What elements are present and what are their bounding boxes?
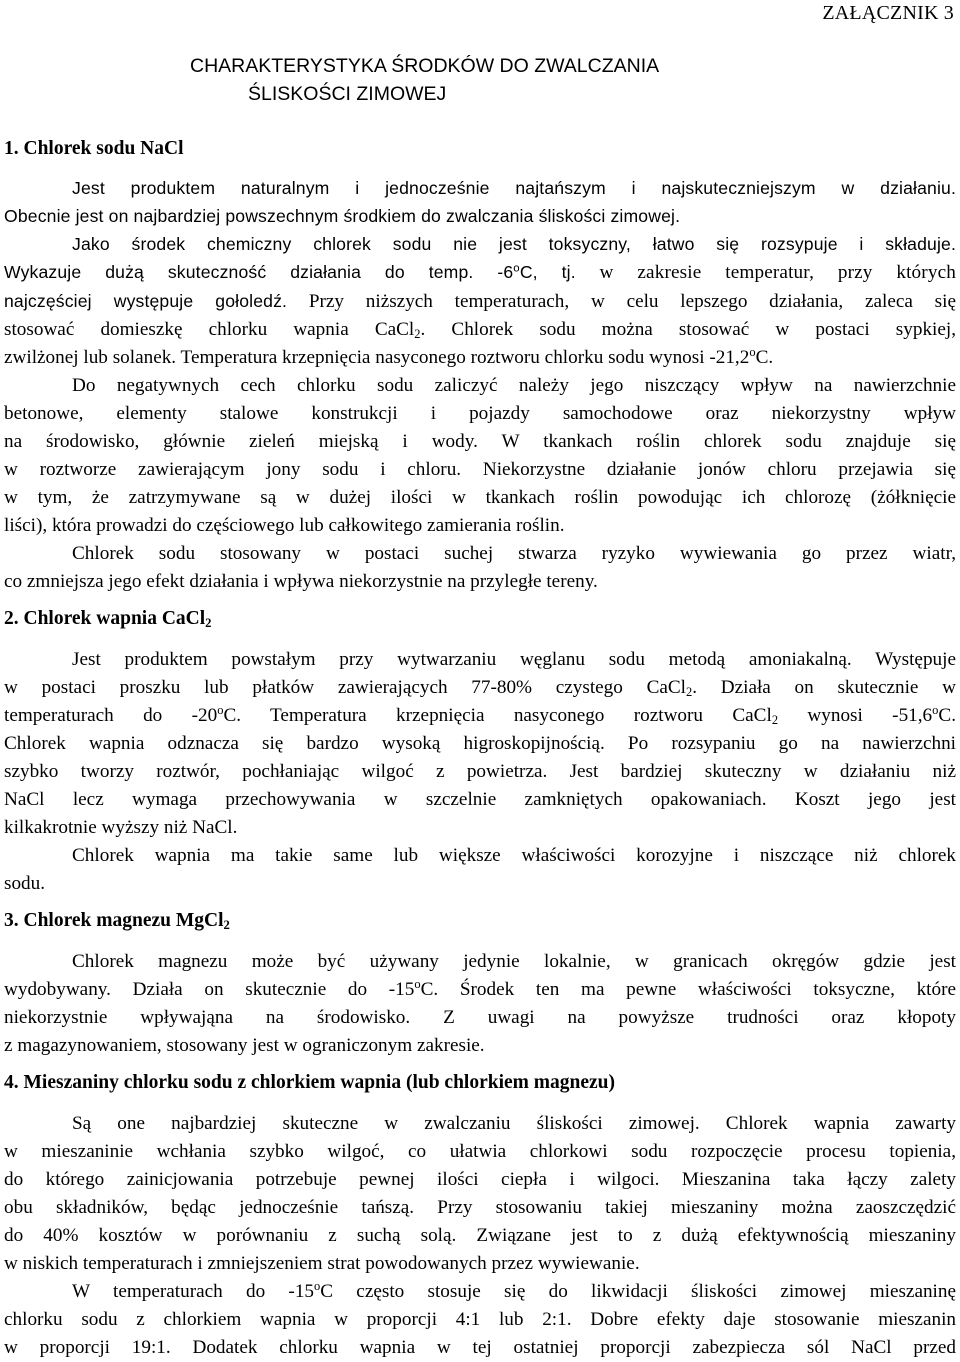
s4-p1-line-4: obu składników, będąc jednocześnie tańszą. Przy stosowaniu takiej mieszaniny można zaoszczędzić xyxy=(4,1197,956,1218)
s1-p1-line-7 xyxy=(4,344,956,372)
section-4-body xyxy=(4,1110,956,1362)
section-3-heading xyxy=(4,910,230,932)
s2-text: wynosi -51,6 xyxy=(778,705,933,726)
section-1-body xyxy=(4,174,956,596)
s4-p2-line-2: chlorku sodu z chlorkiem wapnia w proporcji 4:1 lub 2:1. Dobre efekty daje stosowanie mieszanin xyxy=(4,1309,956,1330)
s4-text: W temperaturach do -15 xyxy=(72,1281,315,1302)
s1-paragraph-3 xyxy=(4,540,956,596)
s1-p1-line-4 xyxy=(4,258,956,287)
degree-sup: o xyxy=(513,262,520,275)
s1-p3-line-1: Chlorek sodu stosowany w postaci suchej stwarza ryzyko wywiewania go przez wiatr, xyxy=(72,543,956,564)
s2-p1-line-6: NaCl lecz wymaga przechowywania w szczelnie zamkniętych opakowaniach. Koszt jego jest xyxy=(4,789,956,810)
s1-p1-line-6 xyxy=(4,316,956,344)
s4-p1-line-1: Są one najbardziej skuteczne w zwalczaniu śliskości zimowej. Chlorek wapnia zawarty xyxy=(72,1113,956,1134)
degree-sup: o xyxy=(749,345,756,360)
s4-p1-line-2: w mieszaninie wchłania szybko wilgoć, co ułatwia chlorkowi sodu rozpoczęcie procesu topienia, xyxy=(4,1141,956,1162)
s1-text: Wykazuje dużą skuteczność działania do temp. -6 xyxy=(4,262,514,282)
degree-sup: o xyxy=(414,977,421,992)
annex-label: ZAŁĄCZNIK 3 xyxy=(822,2,954,24)
s3-p1-line-1: Chlorek magnezu może być używany jedynie lokalnie, w granicach okręgów gdzie jest xyxy=(72,951,956,972)
s1-text: Temperatura krzepnięcia nasyconego roztworu chlorku sodu wynosi -21,2 xyxy=(176,347,750,368)
s2-p1-line-1: Jest produktem powstałym przy wytwarzaniu węglanu sodu metodą amoniakalną. Występuje xyxy=(72,649,956,670)
s1-text: najczęściej występuje gołoledź. xyxy=(4,291,288,311)
s4-paragraph-1 xyxy=(4,1110,956,1278)
s1-text: stosować domieszkę chlorku wapnia CaCl xyxy=(4,319,415,340)
s4-p2-line-3: w proporcji 19:1. Dodatek chlorku wapnia w tej ostatniej proporcji zabezpiecza sól NaCl przed xyxy=(4,1337,956,1358)
s1-p1-line-3: Jako środek chemiczny chlorek sodu nie jest toksyczny, łatwo się rozsypuje i składuje. xyxy=(72,234,956,254)
degree-sup: o xyxy=(932,703,939,718)
s1-p2-line-1: Do negatywnych cech chlorku sodu zaliczyć należy jego niszczący wpływ na nawierzchnie xyxy=(72,375,956,396)
s1-p1-line-5 xyxy=(4,287,956,316)
s4-paragraph-2 xyxy=(4,1278,956,1362)
s1-p2-line-4: w roztworze zawierającym jony sodu i chloru. Niekorzystne działanie jonów chloru przejawia się xyxy=(4,459,956,480)
s1-text: zwilżonej lub solanek. xyxy=(4,347,177,368)
s3-heading-text: 3. Chlorek magnezu MgCl xyxy=(4,910,224,931)
s1-p2-line-3: na środowisko, głównie zieleń miejską i wody. W tkankach roślin chlorek sodu znajduje się xyxy=(4,431,956,452)
s2-text: w postaci proszku lub płatków zawierających 77-80% czystego CaCl xyxy=(4,677,687,698)
s3-paragraph-1 xyxy=(4,948,956,1060)
s2-p1-line-7: kilkakrotnie wyższy niż NaCl. xyxy=(4,817,238,838)
subscript: 2 xyxy=(771,713,779,728)
s2-paragraph-1 xyxy=(4,646,956,842)
s2-p1-line-4: Chlorek wapnia odznacza się bardzo wysoką higroskopijnością. Po rozsypaniu go na nawierzchni xyxy=(4,733,956,754)
s3-p1-line-4: z magazynowaniem, stosowany jest w ograniczonym zakresie. xyxy=(4,1035,485,1056)
s1-paragraph-2 xyxy=(4,372,956,540)
section-2-body xyxy=(4,646,956,898)
s2-p2-line-1: Chlorek wapnia ma takie same lub większe właściwości korozyjne i niszczące niż chlorek xyxy=(72,845,956,866)
subscript: 2 xyxy=(414,327,421,342)
section-3-body xyxy=(4,948,956,1060)
section-1-heading: 1. Chlorek sodu NaCl xyxy=(4,138,184,159)
s2-text: C. Temperatura krzepnięcia nasyconego roztworu CaCl xyxy=(223,705,772,726)
s1-paragraph-1 xyxy=(4,174,956,372)
s3-p1-line-2 xyxy=(4,976,956,1004)
degree-sup: o xyxy=(314,1279,321,1294)
s2-p1-line-5: szybko tworzy roztwór, pochłaniając wilgoć z powietrza. Jest bardziej skuteczny w działaniu niż xyxy=(4,761,956,782)
s1-text: . Chlorek sodu można stosować w postaci sypkiej, xyxy=(420,319,957,340)
subscript: 2 xyxy=(686,685,693,700)
s2-p1-line-2 xyxy=(4,674,956,702)
s1-p2-line-6: liści), która prowadzi do częściowego lub całkowitego zamierania roślin. xyxy=(4,515,565,536)
s1-p1-line-2: Obecnie jest on najbardziej powszechnym środkiem do zwalczania śliskości zimowej. xyxy=(4,206,681,226)
s1-text: Przy niższych temperaturach, w celu lepszego działania, zaleca się xyxy=(287,291,956,312)
title-line-2: ŚLISKOŚCI ZIMOWEJ xyxy=(248,83,447,105)
title-line-1: CHARAKTERYSTYKA ŚRODKÓW DO ZWALCZANIA xyxy=(190,55,660,77)
s2-text: . Działa on skutecznie w xyxy=(692,677,956,698)
s4-text: C często stosuje się do likwidacji śliskości zimowej mieszaninę xyxy=(320,1281,956,1302)
s1-p1-line-1: Jest produktem naturalnym i jednocześnie najtańszym i najskuteczniejszym w działaniu. xyxy=(72,178,956,198)
document-title xyxy=(0,52,960,108)
s4-p1-line-5: do 40% kosztów w porównaniu z suchą solą. Związane jest to z dużą efektywnością mieszaniny xyxy=(4,1225,956,1246)
section-2-heading xyxy=(4,608,212,630)
s3-p1-line-3: niekorzystnie wpływająna na środowisko. Z uwagi na powyższe trudności oraz kłopoty xyxy=(4,1007,956,1028)
s2-p2-line-2: sodu. xyxy=(4,873,46,894)
s1-text: C, tj. xyxy=(519,262,576,282)
s1-text: C. xyxy=(755,347,774,368)
degree-sup: o xyxy=(217,703,224,718)
s1-p2-line-2: betonowe, elementy stalowe konstrukcji i pojazdy samochodowe oraz niekorzystny wpływ xyxy=(4,403,956,424)
subscript: 2 xyxy=(205,616,212,631)
s2-paragraph-2 xyxy=(4,842,956,898)
s2-p1-line-3 xyxy=(4,702,956,730)
s4-p2-line-1 xyxy=(4,1278,956,1306)
s3-text: wydobywany. Działa on skutecznie do -15 xyxy=(4,979,415,1000)
s2-text: C. xyxy=(938,705,956,726)
s2-heading-text: 2. Chlorek wapnia CaCl xyxy=(4,608,206,629)
s1-p3-line-2: co zmniejsza jego efekt działania i wpływa niekorzystnie na przyległe tereny. xyxy=(4,571,598,592)
s3-text: C. Środek ten ma pewne właściwości toksyczne, które xyxy=(420,979,956,1000)
s1-p2-line-5: w tym, że zatrzymywane są w dużej ilości w tkankach roślin powodując ich chlorozę (żółknięcie xyxy=(4,487,956,508)
section-4-heading: 4. Mieszaniny chlorku sodu z chlorkiem wapnia (lub chlorkiem magnezu) xyxy=(4,1072,616,1093)
s2-text: temperaturach do -20 xyxy=(4,705,218,726)
subscript: 2 xyxy=(223,918,230,933)
s4-p1-line-3: do którego zainicjowania potrzebuje pewnej ilości ciepła i wilgoci. Mieszanina taka łączy zalety xyxy=(4,1169,956,1190)
s1-text: w zakresie temperatur, przy których xyxy=(575,262,956,283)
s4-p1-line-6: w niskich temperaturach i zmniejszeniem strat powodowanych przez wywiewanie. xyxy=(4,1253,640,1274)
